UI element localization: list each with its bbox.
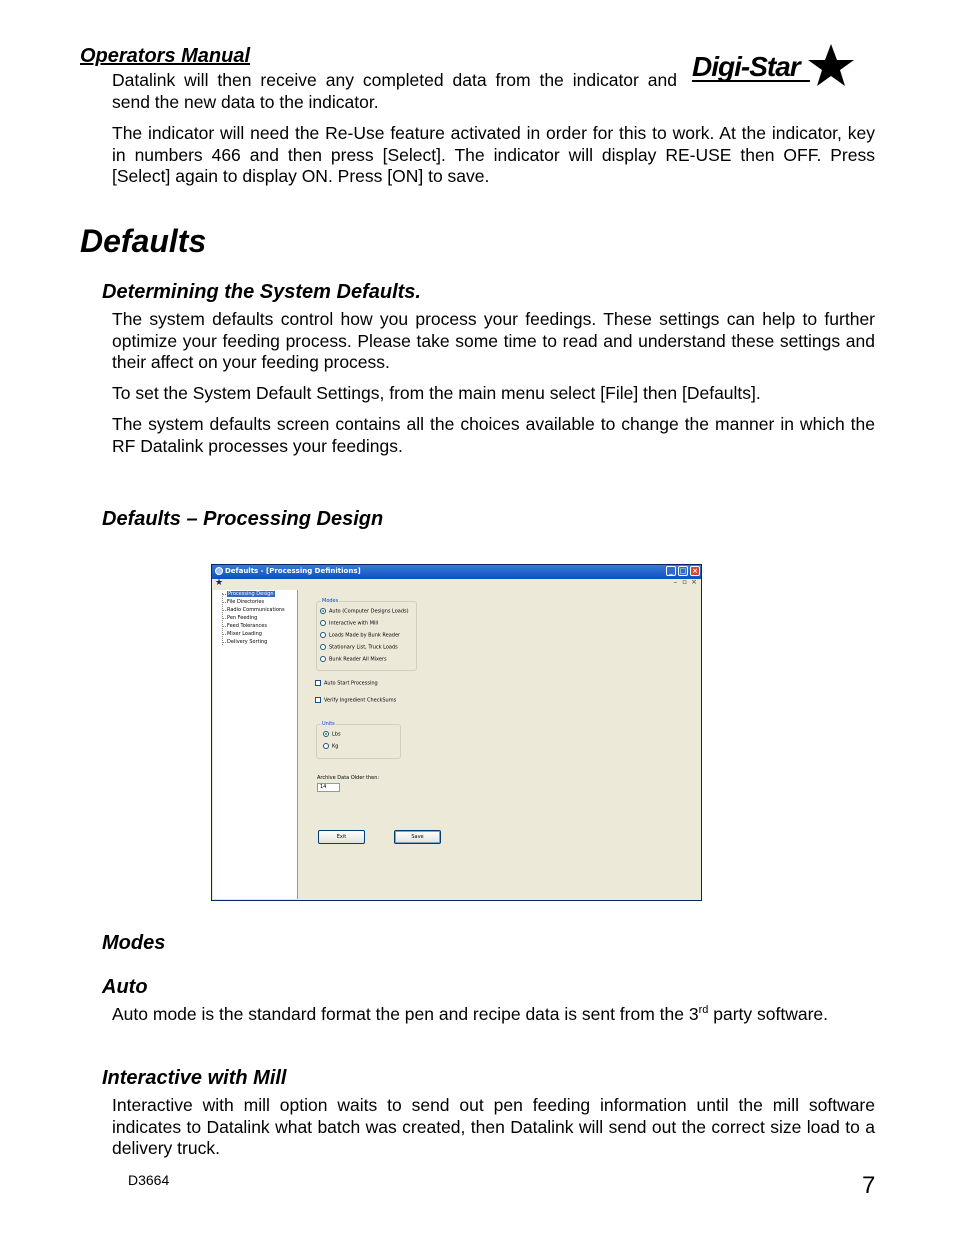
defaults-paragraph-2: To set the System Default Settings, from the main menu select [File] then [Defaults]. — [112, 383, 761, 403]
ordinal-suffix: rd — [698, 1004, 709, 1017]
defaults-paragraph-1: The system defaults control how you process your feedings. These settings can help to further optimize your feeding process. Please take some time to read and understand these settings and their affect on your feeding process. — [112, 309, 875, 372]
radio-icon[interactable] — [323, 743, 329, 749]
mode-bunk-reader[interactable] — [320, 632, 400, 639]
star-icon: ★ — [215, 578, 224, 588]
tree-tick — [222, 610, 226, 611]
mode-stationary-list[interactable] — [320, 644, 398, 651]
intro-paragraph-1: Datalink will then receive any completed data from the indicator and send the new data to the indicator. — [112, 70, 677, 112]
mode-stationary-label: Stationary List, Truck Loads — [329, 644, 398, 651]
unit-lbs-label: Lbs — [332, 731, 341, 738]
subheading-processing-design: Defaults – Processing Design — [102, 508, 384, 530]
radio-icon[interactable] — [320, 620, 326, 626]
subheading-auto: Auto — [102, 976, 148, 998]
maximize-icon[interactable]: □ — [679, 567, 687, 575]
minimize-icon[interactable]: _ — [666, 566, 676, 576]
document-code: D3664 — [128, 1172, 170, 1188]
star-icon — [808, 44, 854, 86]
digi-star-logo — [690, 40, 860, 90]
mode-all-mixers-label: Bunk Reader All Mixers — [329, 656, 387, 663]
units-group-label: Units — [322, 721, 335, 727]
unit-kg[interactable] — [323, 743, 338, 750]
mdi-close-icon[interactable]: × — [691, 578, 697, 586]
mode-auto-label: Auto (Computer Designs Loads) — [329, 608, 409, 615]
subheading-interactive-with-mill: Interactive with Mill — [102, 1067, 287, 1089]
close-icon[interactable]: × — [690, 566, 700, 576]
radio-icon[interactable] — [320, 632, 326, 638]
mode-bunk-reader-label: Loads Made by Bunk Reader — [329, 632, 401, 639]
tree-connector — [222, 593, 224, 645]
mode-interactive-label: Interactive with Mill — [329, 620, 379, 627]
subheading-modes: Modes — [102, 932, 166, 954]
window-titlebar — [212, 565, 701, 579]
auto-start-label: Auto Start Processing — [324, 680, 378, 687]
unit-lbs[interactable] — [323, 731, 341, 738]
defaults-window-screenshot — [211, 564, 702, 901]
mdi-restore-icon[interactable]: ▫ — [682, 578, 687, 586]
auto-text: Auto mode is the standard format the pen and recipe data is sent from the 3 — [112, 1004, 699, 1024]
checkbox-icon[interactable] — [315, 680, 321, 686]
exit-button[interactable]: Exit — [318, 830, 365, 844]
tree-tick — [222, 618, 226, 619]
settings-tree — [213, 590, 298, 899]
tree-item-radio-communications[interactable]: Radio Communications — [227, 607, 285, 613]
auto-text-end: party software. — [708, 1004, 829, 1024]
tree-item-processing-design[interactable]: Processing Design — [228, 591, 274, 597]
logo-text: Digi-Star — [692, 51, 800, 82]
settings-content — [298, 590, 700, 899]
radio-selected-icon[interactable] — [323, 731, 329, 737]
tree-tick — [222, 642, 226, 643]
radio-icon[interactable] — [320, 656, 326, 662]
radio-selected-icon[interactable] — [320, 608, 326, 614]
tree-tick — [222, 602, 226, 603]
mode-bunk-reader-all-mixers[interactable] — [320, 656, 387, 663]
tree-item-pen-feeding[interactable]: Pen Feeding — [227, 615, 258, 621]
radio-icon[interactable] — [320, 644, 326, 650]
tree-item-feed-tolerances[interactable]: Feed Tolerances — [227, 623, 267, 629]
tree-tick — [222, 634, 226, 635]
auto-paragraph — [112, 1004, 875, 1026]
mill-paragraph: Interactive with mill option waits to send out pen feeding information until the mill software indicates to Datalink what batch was created, then Datalink will send out the correct size load to a delivery truck. — [112, 1095, 875, 1158]
tree-tick — [222, 626, 226, 627]
verify-checksums-checkbox[interactable] — [315, 697, 396, 704]
tree-item-delivery-sorting[interactable]: Delivery Sorting — [227, 639, 268, 645]
unit-kg-label: Kg — [332, 743, 339, 750]
app-icon — [215, 567, 223, 575]
mode-auto[interactable] — [320, 608, 409, 615]
archive-label: Archive Data Older then: — [317, 775, 380, 781]
section-heading-defaults: Defaults — [80, 223, 207, 259]
tree-tick — [222, 594, 226, 595]
tree-item-mixer-loading[interactable]: Mixer Loading — [227, 631, 262, 637]
verify-label: Verify Ingredient CheckSums — [324, 697, 397, 704]
manual-title: Operators Manual — [80, 45, 251, 67]
mode-interactive-with-mill[interactable] — [320, 620, 378, 627]
archive-days-input[interactable]: 14 — [317, 783, 340, 792]
intro-paragraph-2: The indicator will need the Re-Use feature activated in order for this to work. At the indicator, key in numbers 466 and then press [Select]. The indicator will display RE-USE then OFF. Press [Select] again to display ON. Press [ON] to save. — [112, 123, 875, 186]
tree-item-file-directories[interactable]: File Directories — [227, 599, 265, 605]
defaults-paragraph-3: The system defaults screen contains all the choices available to change the manner in which the RF Datalink processes your feedings. — [112, 414, 875, 456]
modes-group — [316, 598, 417, 671]
auto-start-processing-checkbox[interactable] — [315, 680, 378, 687]
save-button[interactable]: Save — [394, 830, 441, 844]
mdi-minimize-icon[interactable]: – — [673, 578, 677, 586]
subheading-determining: Determining the System Defaults. — [102, 281, 421, 303]
checkbox-icon[interactable] — [315, 697, 321, 703]
menubar — [212, 579, 701, 589]
window-title: Defaults - [Processing Definitions] — [225, 567, 361, 575]
modes-group-label: Modes — [322, 598, 339, 604]
units-group — [316, 721, 401, 759]
page-number: 7 — [862, 1172, 876, 1199]
